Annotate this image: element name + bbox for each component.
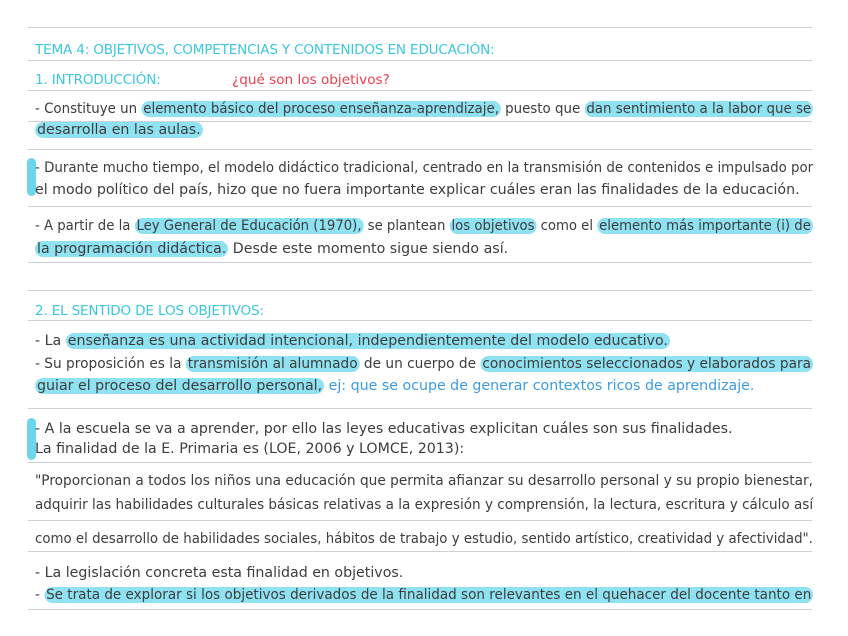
highlighted-text: dan sentimiento a la labor que se bbox=[586, 101, 812, 117]
paragraph-line bbox=[35, 586, 813, 604]
section-heading-sentido: 2. EL SENTIDO DE LOS OBJETIVOS: bbox=[35, 303, 264, 319]
ruled-line bbox=[28, 320, 812, 321]
quote-line: adquirir las habilidades culturales básicas relativas a la expresión y comprensión, la lectura, escritura y cálculo así bbox=[35, 497, 814, 513]
highlighted-text: elemento más importante (i) de bbox=[599, 218, 811, 234]
text-run: se plantean bbox=[363, 218, 450, 234]
paragraph-line bbox=[35, 121, 203, 139]
paragraph-line bbox=[35, 100, 813, 118]
text-run: - A partir de la bbox=[35, 218, 135, 234]
ruled-line bbox=[28, 60, 812, 61]
margin-note-question: ¿qué son los objetivos? bbox=[232, 72, 390, 88]
text-run: - Constituye un bbox=[35, 101, 142, 117]
ruled-line bbox=[28, 520, 812, 521]
text-run: Desde este momento sigue siendo así. bbox=[228, 241, 509, 257]
text-run: - bbox=[35, 587, 45, 603]
highlighted-text: conocimientos seleccionados y elaborados para bbox=[482, 356, 812, 372]
highlighted-text: enseñanza es una actividad intencional, independientemente del modelo educativo. bbox=[67, 333, 668, 349]
text-run: de un cuerpo de bbox=[359, 356, 481, 372]
highlighted-text: la programación didáctica. bbox=[37, 241, 227, 257]
page-title: TEMA 4: OBJETIVOS, COMPETENCIAS Y CONTENIDOS EN EDUCACIÓN: bbox=[35, 42, 495, 58]
text-run: como el bbox=[536, 218, 598, 234]
quote-line: como el desarrollo de habilidades sociales, hábitos de trabajo y estudio, sentido artístico, creatividad y afectividad". bbox=[35, 531, 813, 547]
highlighted-text: guiar el proceso del desarrollo personal, bbox=[37, 378, 323, 394]
ruled-line bbox=[28, 408, 812, 409]
ruled-line bbox=[28, 90, 812, 91]
ruled-line bbox=[28, 609, 812, 610]
ruled-line bbox=[28, 206, 812, 207]
ruled-line bbox=[28, 551, 812, 552]
paragraph-line: La finalidad de la E. Primaria es (LOE, 2006 y LOMCE, 2013): bbox=[35, 441, 465, 457]
ruled-line bbox=[28, 27, 812, 28]
example-note: ej: que se ocupe de generar contextos ricos de aprendizaje. bbox=[328, 378, 755, 394]
paragraph-line: - La legislación concreta esta finalidad en objetivos. bbox=[35, 565, 404, 581]
paragraph-line bbox=[35, 217, 813, 235]
highlighted-text: transmisión al alumnado bbox=[187, 356, 358, 372]
paragraph-line: el modo político del país, hizo que no fuera importante explicar cuáles eran las finalidades de la educación. bbox=[35, 182, 800, 198]
ruled-line bbox=[28, 149, 812, 150]
text-run: puesto que bbox=[500, 101, 585, 117]
section-heading-introduccion: 1. INTRODUCCIÓN: bbox=[35, 72, 161, 88]
highlighted-text: los objetivos bbox=[451, 218, 535, 234]
ruled-line bbox=[28, 462, 812, 463]
paragraph-line bbox=[35, 355, 813, 373]
text-run: - La bbox=[35, 333, 66, 349]
ruled-line bbox=[28, 262, 812, 263]
paragraph-line: - A la escuela se va a aprender, por ello las leyes educativas explicitan cuáles son sus finalidades. bbox=[35, 421, 733, 437]
highlighted-text: Se trata de explorar si los objetivos derivados de la finalidad son relevantes en el quehacer del docente tanto en bbox=[46, 587, 812, 603]
paragraph-line bbox=[35, 377, 754, 395]
paragraph-line bbox=[35, 332, 670, 350]
paragraph-line: - Durante mucho tiempo, el modelo didáctico tradicional, centrado en la transmisión de contenidos e impulsado por bbox=[35, 160, 814, 176]
paragraph-line bbox=[35, 240, 508, 258]
ruled-line bbox=[28, 290, 812, 291]
text-run: - Su proposición es la bbox=[35, 356, 186, 372]
highlighted-text: Ley General de Educación (1970), bbox=[136, 218, 362, 234]
quote-line: "Proporcionan a todos los niños una educación que permita afianzar su desarrollo personal y su propio bienestar, bbox=[35, 473, 814, 489]
highlighted-text: desarrolla en las aulas. bbox=[37, 122, 201, 138]
highlighted-text: elemento básico del proceso enseñanza-aprendizaje, bbox=[143, 101, 499, 117]
